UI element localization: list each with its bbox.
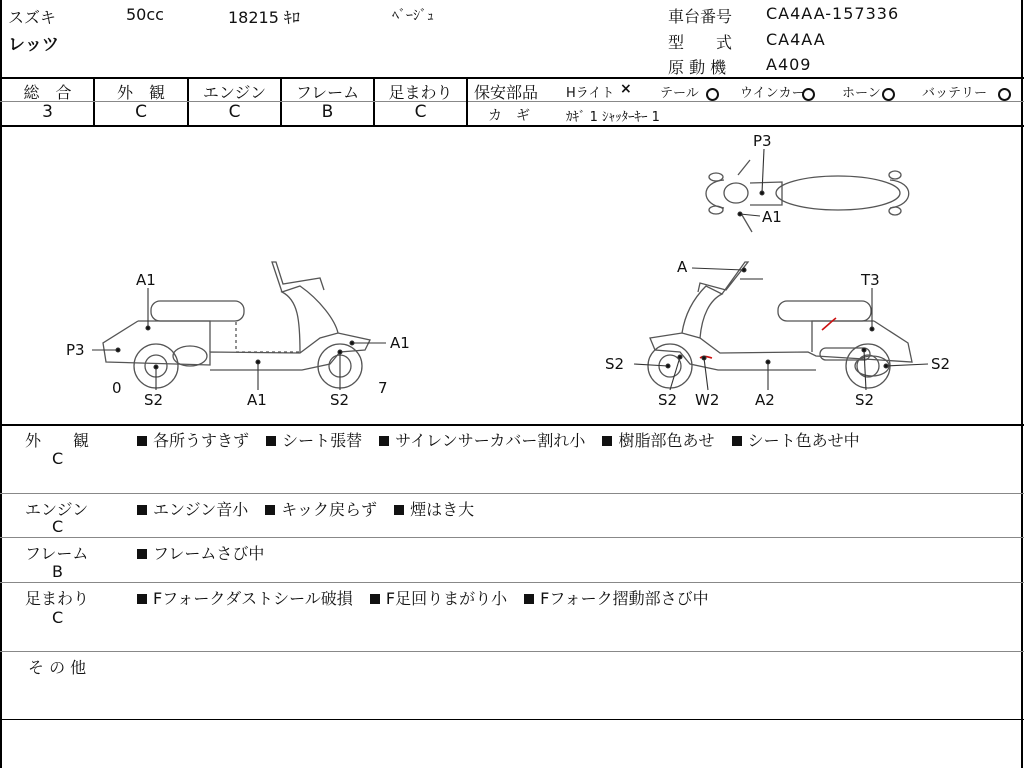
diagram-label: S2 <box>658 391 678 409</box>
square-bullet-icon <box>265 505 275 515</box>
divider <box>0 493 1024 494</box>
grade-engine-label: エンジン <box>202 83 267 102</box>
section-notes <box>137 497 486 520</box>
maker: スズキ <box>8 8 57 27</box>
square-bullet-icon <box>602 436 612 446</box>
body-color: ﾍﾞｰｼﾞｭ <box>392 8 434 24</box>
square-bullet-icon <box>137 505 147 515</box>
diagram-label: S2 <box>855 391 875 409</box>
section-notes <box>137 586 721 609</box>
grade-suspension-value: C <box>414 102 427 122</box>
circle-icon <box>702 84 719 103</box>
section-grade: C <box>52 449 64 468</box>
circle-icon <box>798 84 815 103</box>
circle-icon <box>994 84 1011 103</box>
diagram-label: A1 <box>247 391 267 409</box>
note-item: キック戻らず <box>265 500 377 519</box>
square-bullet-icon <box>137 549 147 559</box>
square-bullet-icon <box>394 505 404 515</box>
battery-label: バッテリー <box>922 86 988 101</box>
divider <box>0 719 1024 720</box>
winker-label: ウインカー <box>740 86 805 101</box>
grade-total-label: 総 合 <box>23 83 72 102</box>
square-bullet-icon <box>732 436 742 446</box>
note-item: サイレンサーカバー割れ小 <box>379 431 585 450</box>
square-bullet-icon <box>137 436 147 446</box>
divider <box>0 651 1024 652</box>
divider <box>0 582 1024 583</box>
headlight-mark: × <box>620 81 632 97</box>
note-item: F足回りまがり小 <box>370 589 507 608</box>
divider <box>466 79 468 125</box>
note-item: 樹脂部色あせ <box>602 431 714 450</box>
damage-mark <box>822 318 836 330</box>
mileage: 18215 ｷﾛ <box>228 8 300 27</box>
diagram-label: 7 <box>378 379 388 397</box>
divider <box>0 537 1024 538</box>
square-bullet-icon <box>370 594 380 604</box>
engine-label: 原 動 機 <box>668 58 727 77</box>
note-item: 煙はき大 <box>394 500 474 519</box>
divider <box>0 77 1024 79</box>
section-title: エンジン <box>25 500 89 519</box>
horn-label: ホーン <box>842 86 881 101</box>
headlight-label: Hライト <box>566 86 615 101</box>
diagram-label: T3 <box>861 271 880 289</box>
frame-no-value: CA4AA-157336 <box>766 4 900 23</box>
diagram-label: 0 <box>112 379 122 397</box>
square-bullet-icon <box>266 436 276 446</box>
diagram-label: A <box>677 258 688 276</box>
diagram-label: P3 <box>753 132 772 150</box>
circle-icon <box>878 84 895 103</box>
section-title: 外 観 <box>25 431 90 450</box>
key-label: カ ギ <box>488 108 530 124</box>
divider <box>0 424 1024 426</box>
square-bullet-icon <box>524 594 534 604</box>
diagram-label: W2 <box>695 391 720 409</box>
section-grade: B <box>52 562 63 581</box>
grade-engine-value: C <box>228 102 241 122</box>
square-bullet-icon <box>137 594 147 604</box>
section-grade: C <box>52 517 64 536</box>
model-name: レッツ <box>8 35 59 55</box>
note-item: シート色あせ中 <box>732 431 860 450</box>
diagram-label: A2 <box>755 391 775 409</box>
diagram-label: A1 <box>762 208 782 226</box>
key-value: ｶｷﾞ 1 ｼｬｯﾀｰｷｰ 1 <box>566 110 660 125</box>
diagram-label: S2 <box>931 355 951 373</box>
grade-total-value: 3 <box>42 102 53 122</box>
tail-label: テール <box>660 86 699 101</box>
diagram-label: S2 <box>605 355 625 373</box>
section-title: 足まわり <box>25 589 90 608</box>
note-item: シート張替 <box>266 431 362 450</box>
grade-frame-label: フレーム <box>295 83 360 102</box>
divider <box>468 101 1024 102</box>
scooter-top-view <box>706 160 909 232</box>
scooter-diagram <box>0 127 1024 424</box>
note-item: 各所うすきず <box>137 431 249 450</box>
section-title: そ の 他 <box>28 658 87 677</box>
section-notes <box>137 541 276 564</box>
grade-exterior-value: C <box>135 102 147 122</box>
note-item: エンジン音小 <box>137 500 248 519</box>
section-notes <box>137 428 872 451</box>
diagram-label: A1 <box>136 271 156 289</box>
note-item: Fフォーク摺動部さび中 <box>524 589 708 608</box>
grade-suspension-label: 足まわり <box>388 83 453 102</box>
type-value: CA4AA <box>766 30 826 49</box>
diagram-label: S2 <box>330 391 350 409</box>
section-title: フレーム <box>25 544 89 563</box>
square-bullet-icon <box>379 436 389 446</box>
note-item: Fフォークダストシール破損 <box>137 589 353 608</box>
engine-value: A409 <box>766 55 812 74</box>
safety-label: 保安部品 <box>474 83 539 102</box>
diagram-label: S2 <box>144 391 164 409</box>
grade-frame-value: B <box>321 102 334 122</box>
frame-no-label: 車台番号 <box>668 7 733 26</box>
type-label: 型 式 <box>668 33 733 52</box>
diagram-label: A1 <box>390 334 410 352</box>
diagram-label: P3 <box>66 341 85 359</box>
grade-exterior-label: 外 観 <box>116 83 165 102</box>
note-item: フレームさび中 <box>137 544 264 563</box>
displacement: 50cc <box>126 5 164 24</box>
section-grade: C <box>52 608 64 627</box>
